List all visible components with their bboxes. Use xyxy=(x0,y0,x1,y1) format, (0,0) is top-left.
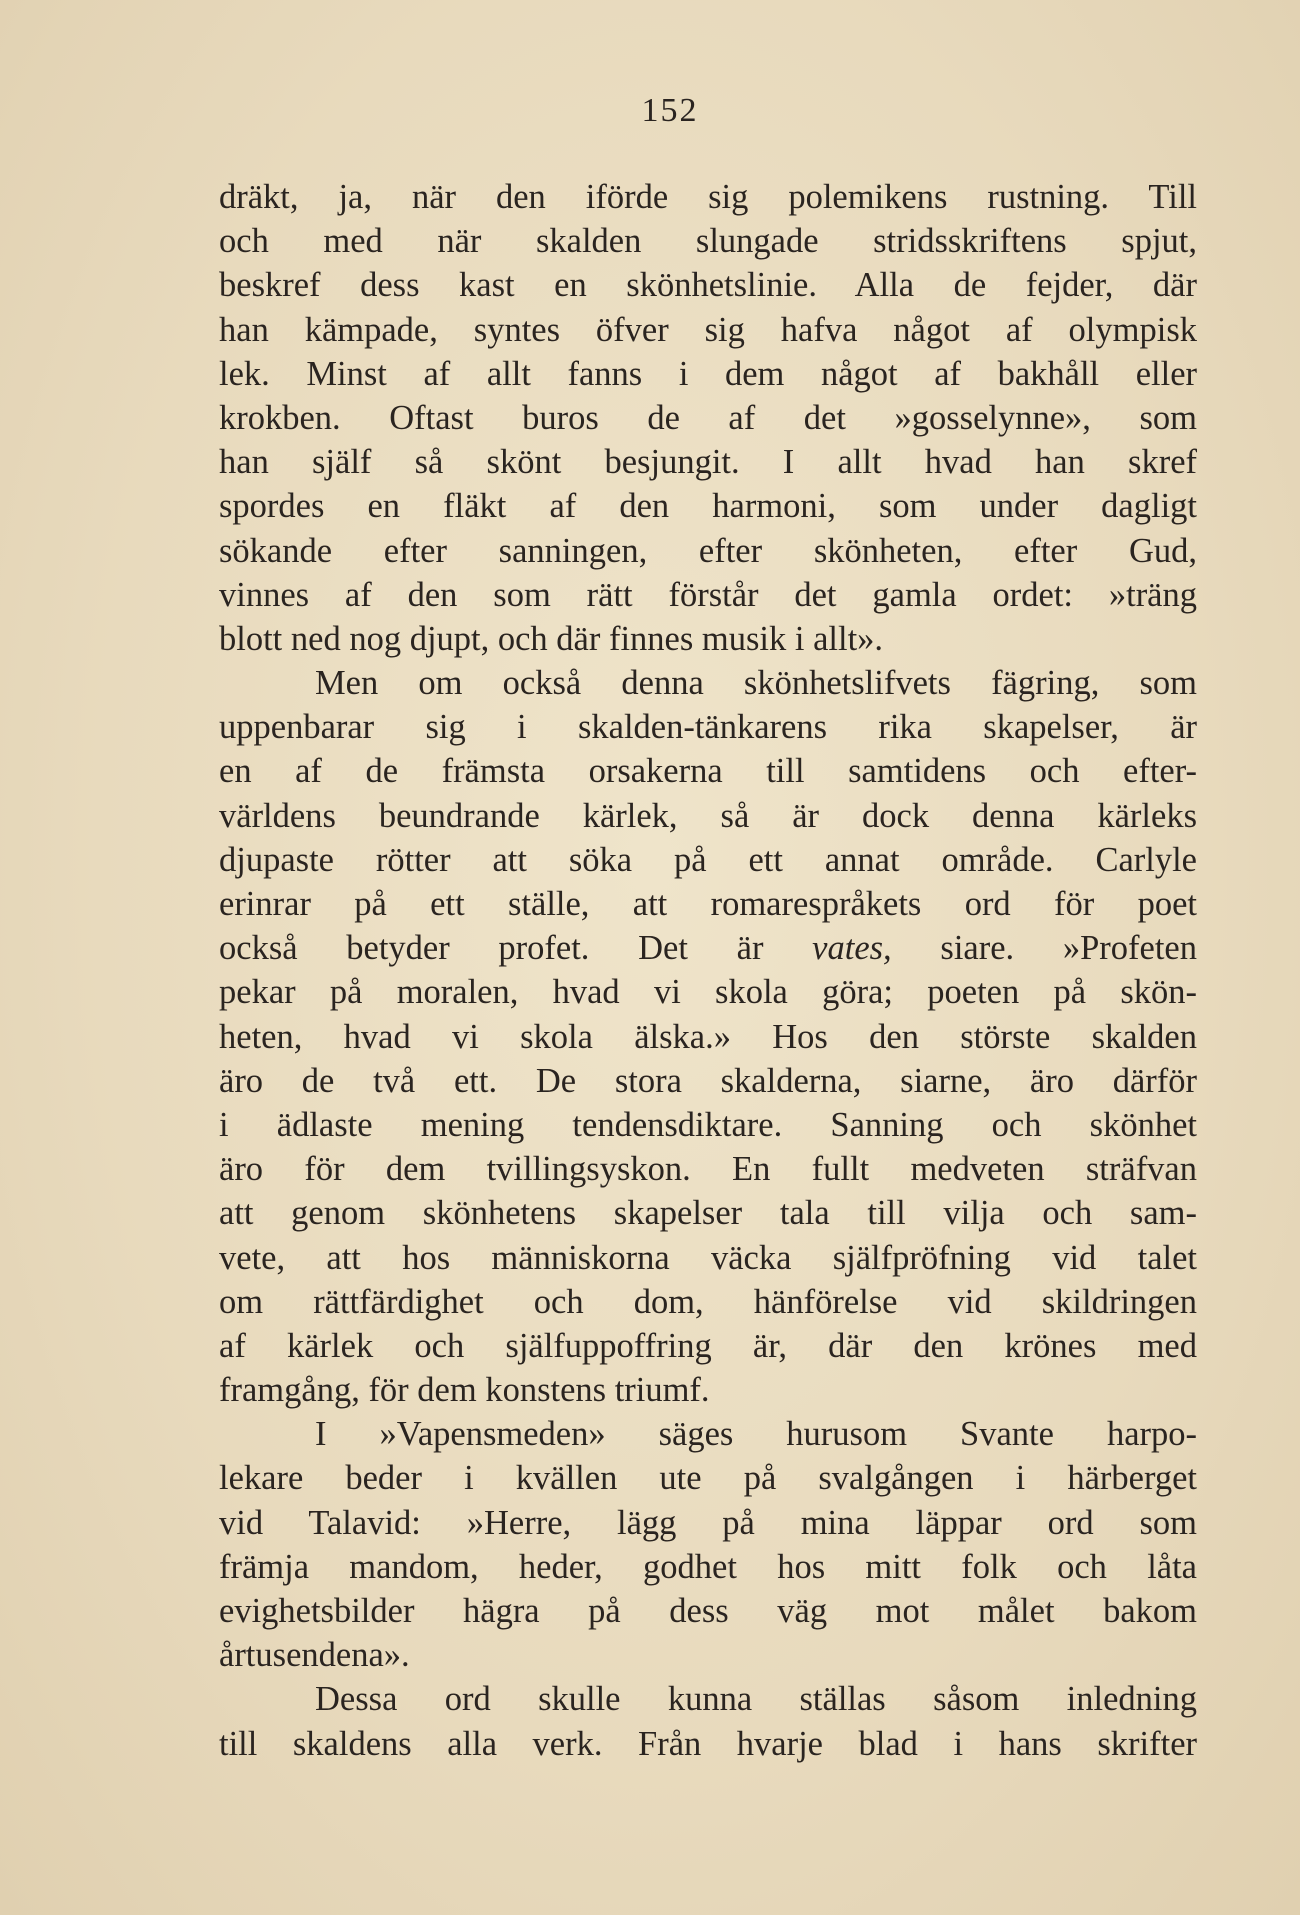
text-line: äro för dem tvillingsyskon. En fullt medveten sträfvan xyxy=(219,1150,1197,1189)
text-line-part: siare. »Profeten xyxy=(891,929,1197,968)
text-line: evighetsbilder hägra på dess väg mot målet bakom xyxy=(219,1592,1197,1630)
text-line: lek. Minst af allt fanns i dem något af bakhåll eller xyxy=(219,354,1197,393)
text-line: dräkt, ja, när den iförde sig polemikens rustning. Till xyxy=(219,178,1197,216)
text-line: Dessa ord skulle kunna ställas såsom inledning xyxy=(315,1680,1197,1719)
text-line xyxy=(219,926,1197,970)
text-line: han kämpade, syntes öfver sig hafva något af olympisk xyxy=(219,310,1197,349)
text-line: äro de två ett. De stora skalderna, siarne, äro därför xyxy=(219,1061,1197,1100)
text-line-part: också betyder profet. Det är xyxy=(219,929,813,968)
text-line: vete, att hos människorna väcka själfpröfning vid talet xyxy=(219,1238,1197,1277)
text-line: af kärlek och själfuppoffring är, där den krönes med xyxy=(219,1326,1197,1365)
text-line: uppenbarar sig i skalden-tänkarens rika skapelser, är xyxy=(219,708,1197,747)
body-text xyxy=(219,175,1197,1766)
text-line: främja mandom, heder, godhet hos mitt folk och låta xyxy=(219,1547,1197,1586)
text-line: sökande efter sanningen, efter skönheten, efter Gud, xyxy=(219,531,1197,570)
text-line: beskref dess kast en skönhetslinie. Alla de fejder, där xyxy=(219,266,1197,305)
text-line: och med när skalden slungade stridsskriftens spjut, xyxy=(219,222,1197,261)
text-line: spordes en fläkt af den harmoni, som under dagligt xyxy=(219,487,1197,526)
text-line: djupaste rötter att söka på ett annat område. Carlyle xyxy=(219,840,1197,879)
text-line: erinrar på ett ställe, att romarespråkets ord för poet xyxy=(219,885,1197,923)
text-line: Men om också denna skönhetslifvets fägring, som xyxy=(315,664,1197,703)
text-line: årtusendena». xyxy=(219,1636,410,1675)
text-line: I »Vapensmeden» säges hurusom Svante harpo- xyxy=(315,1415,1197,1454)
text-line: lekare beder i kvällen ute på svalgången i härberget xyxy=(219,1459,1197,1498)
text-line: en af de främsta orsakerna till samtidens och efter- xyxy=(219,752,1197,791)
italic-word: vates, xyxy=(812,929,892,968)
text-line: pekar på moralen, hvad vi skola göra; poeten på skön- xyxy=(219,973,1197,1012)
text-line: vid Talavid: »Herre, lägg på mina läppar ord som xyxy=(219,1503,1197,1542)
text-line: blott ned nog djupt, och där finnes musik i allt». xyxy=(219,619,884,658)
text-line: att genom skönhetens skapelser tala till vilja och sam- xyxy=(219,1194,1197,1233)
text-line: krokben. Oftast buros de af det »gosselynne», som xyxy=(219,398,1197,437)
text-line: framgång, för dem konstens triumf. xyxy=(219,1371,710,1410)
text-line: till skaldens alla verk. Från hvarje blad i hans skrifter xyxy=(219,1724,1197,1763)
text-line: i ädlaste mening tendensdiktare. Sanning och skönhet xyxy=(219,1105,1197,1144)
page-number: 152 xyxy=(641,92,699,129)
text-line: om rättfärdighet och dom, hänförelse vid skildringen xyxy=(219,1282,1197,1321)
text-line: vinnes af den som rätt förstår det gamla ordet: »träng xyxy=(219,575,1197,614)
text-line: världens beundrande kärlek, så är dock denna kärleks xyxy=(219,796,1197,835)
text-line: heten, hvad vi skola älska.» Hos den störste skalden xyxy=(219,1017,1197,1056)
text-line: han själf så skönt besjungit. I allt hvad han skref xyxy=(219,443,1197,482)
